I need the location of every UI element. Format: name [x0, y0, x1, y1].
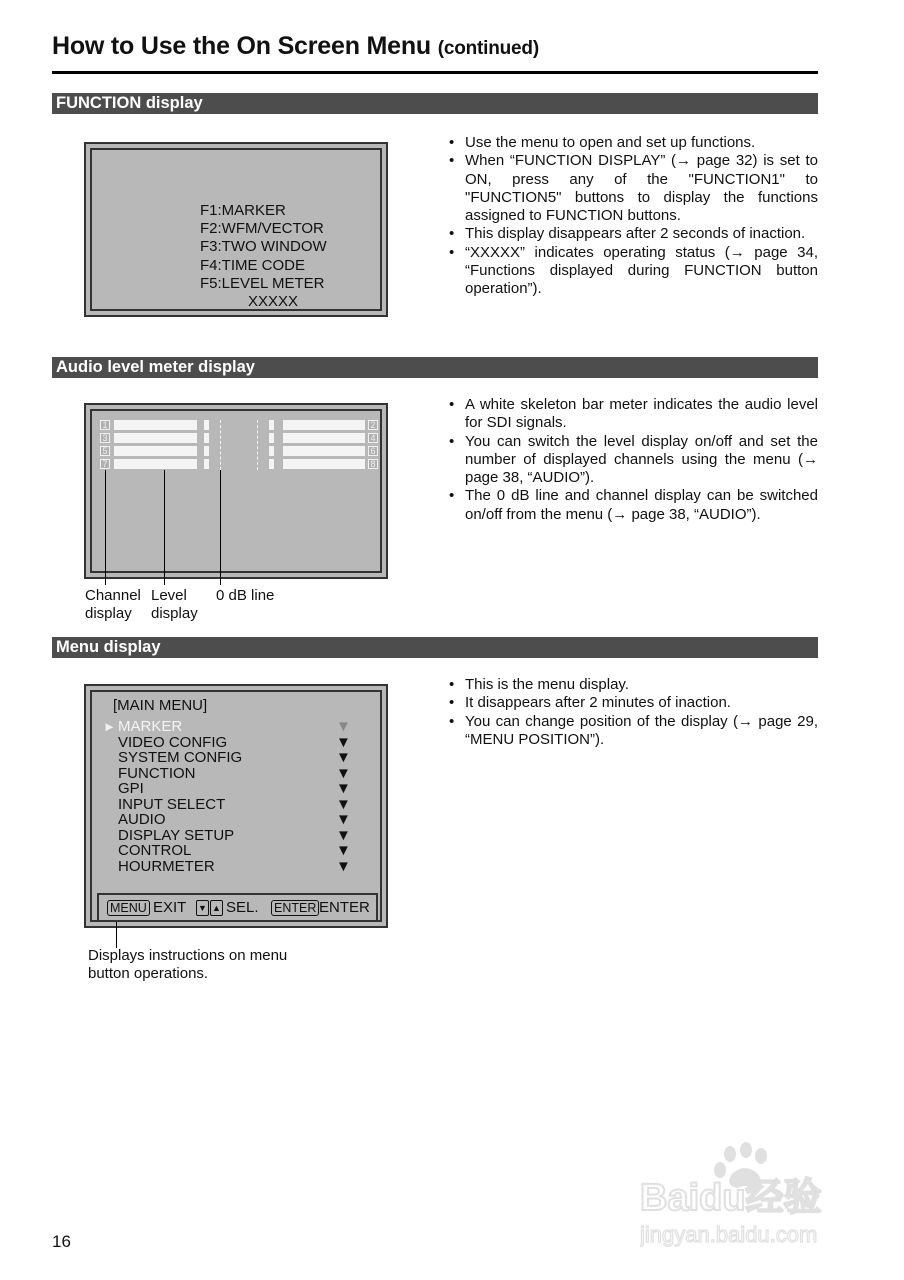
level-bar	[283, 420, 365, 430]
main-menu-title: [MAIN MENU]	[113, 697, 208, 714]
bullet-item: • This is the menu display.	[448, 676, 818, 694]
menu-item-display-setup[interactable]: DISPLAY SETUP	[118, 826, 235, 844]
down-arrow-key-icon: ▼	[196, 900, 209, 916]
caption-line: Displays instructions on menu	[88, 947, 288, 964]
level-bar	[114, 459, 197, 469]
leader-line-instructions	[116, 922, 117, 948]
selection-marker-icon: ►	[103, 719, 116, 734]
zero-db-line	[257, 420, 258, 470]
function-line: F4:TIME CODE	[200, 256, 306, 274]
function-line: F5:LEVEL METER	[200, 274, 325, 292]
leader-line-zero-db	[220, 470, 221, 585]
bullet-item: • It disappears after 2 minutes of inaction.	[448, 694, 818, 712]
chevron-down-icon: ▼	[336, 857, 351, 875]
chevron-down-icon: ▼	[336, 811, 351, 828]
page-title	[52, 32, 539, 61]
leader-line-channel	[105, 470, 106, 585]
menu-instruction-bar	[97, 893, 378, 922]
caption-channel-display	[85, 587, 141, 623]
menu-item-function[interactable]: FUNCTION	[118, 764, 196, 782]
caption-menu-instructions	[88, 947, 287, 983]
menu-item-gpi[interactable]: GPI	[118, 780, 144, 797]
bullet-item: • A white skeleton bar meter indicates the audio level for SDI signals.	[448, 396, 818, 433]
bullet-item: • You can change position of the display (→ page 29, “MENU POSITION”).	[448, 713, 818, 750]
bullet-item: • “XXXXX” indicates operating status (→ page 34, “Functions displayed during FUNCTION button operation”).	[448, 244, 818, 299]
section-header-menu-display: Menu display	[52, 637, 818, 658]
level-bar	[114, 446, 197, 456]
watermark-url: jingyan.baidu.com	[640, 1222, 818, 1247]
peak-segment	[204, 420, 209, 430]
bullet-item: • The 0 dB line and channel display can be switched on/off from the menu (→ page 38, “AUDIO”).	[448, 487, 818, 524]
function-display-bullets	[448, 134, 818, 299]
channel-label: 2	[368, 420, 378, 430]
channel-label: 6	[368, 446, 378, 456]
menu-item-marker[interactable]: MARKER	[118, 718, 183, 735]
level-bar	[283, 459, 365, 469]
chevron-down-icon: ▼	[336, 780, 351, 797]
function-line: F3:TWO WINDOW	[200, 238, 327, 256]
menu-item-input-select[interactable]: INPUT SELECT	[118, 795, 226, 813]
peak-segment	[269, 446, 274, 456]
chevron-down-icon: ▼	[336, 764, 351, 782]
level-bar	[283, 433, 365, 443]
peak-segment	[269, 433, 274, 443]
submenu-arrow-column	[336, 719, 351, 874]
section-header-audio-level-meter: Audio level meter display	[52, 357, 818, 378]
menu-item-control[interactable]: CONTROL	[118, 842, 192, 859]
level-bar	[114, 433, 197, 443]
menu-item-video-config[interactable]: VIDEO CONFIG	[118, 733, 228, 751]
function-line: F1:MARKER	[200, 202, 286, 219]
menu-item-audio[interactable]: AUDIO	[118, 811, 166, 828]
caption-line: button operations.	[88, 965, 209, 982]
function-list	[200, 202, 327, 293]
menu-item-hourmeter[interactable]: HOURMETER	[118, 857, 215, 875]
paw-icon	[640, 1140, 860, 1250]
enter-label: ENTER	[319, 899, 370, 916]
chevron-down-icon: ▼	[336, 826, 351, 844]
watermark-brand: Baidu经验	[640, 1177, 822, 1219]
channel-label: 3	[100, 433, 110, 443]
menu-display-bullets	[448, 676, 818, 749]
caption-level-display	[151, 587, 198, 623]
menu-item-system-config[interactable]: SYSTEM CONFIG	[118, 749, 243, 766]
bullet-item: • When “FUNCTION DISPLAY” (→ page 32) is set to ON, press any of the "FUNCTION1" to "FUNCTION5" buttons to display the functions assigned to FUNCTION buttons.	[448, 152, 818, 225]
peak-segment	[269, 459, 274, 469]
channel-label: 7	[100, 459, 110, 469]
level-bar	[283, 446, 365, 456]
page-number: 16	[52, 1232, 71, 1251]
section-header-function-display: FUNCTION display	[52, 93, 818, 114]
peak-segment	[204, 446, 209, 456]
page-title-suffix: (continued)	[437, 38, 539, 59]
channel-label: 5	[100, 446, 110, 456]
channel-label: 8	[368, 459, 378, 469]
peak-segment	[269, 420, 274, 430]
menu-key: MENU	[107, 900, 150, 916]
caption-line: display	[151, 605, 198, 622]
exit-label: EXIT	[153, 899, 187, 916]
channel-label: 1	[100, 420, 110, 430]
caption-zero-db-line: 0 dB line	[216, 587, 275, 604]
zero-db-line	[220, 420, 221, 470]
baidu-watermark-logo	[640, 1140, 860, 1250]
chevron-down-icon: ▼	[336, 749, 351, 766]
caption-line: Channel	[85, 587, 141, 604]
page-title-text: How to Use the On Screen Menu	[52, 32, 431, 60]
leader-line-level	[164, 470, 165, 585]
bullet-item: • You can switch the level display on/off and set the number of displayed channels using the menu (→ page 38, “AUDIO”).	[448, 433, 818, 488]
audio-display-bullets	[448, 396, 818, 524]
bullet-item: • This display disappears after 2 seconds of inaction.	[448, 225, 818, 243]
chevron-down-icon: ▼	[336, 842, 351, 859]
bullet-item: • Use the menu to open and set up functions.	[448, 134, 818, 152]
chevron-down-icon: ▼	[336, 733, 351, 751]
caption-line: display	[85, 605, 132, 622]
title-rule	[52, 71, 818, 74]
channel-label: 4	[368, 433, 378, 443]
up-arrow-key-icon: ▲	[210, 900, 223, 916]
main-menu-list	[118, 719, 242, 874]
level-bar	[114, 420, 197, 430]
peak-segment	[204, 459, 209, 469]
peak-segment	[204, 433, 209, 443]
chevron-down-icon: ▼	[336, 795, 351, 813]
chevron-down-icon: ▼	[336, 718, 351, 735]
function-status: XXXXX	[248, 293, 299, 310]
enter-key: ENTER	[271, 900, 319, 916]
caption-line: Level	[151, 587, 187, 604]
sel-label: SEL.	[226, 899, 259, 916]
function-line: F2:WFM/VECTOR	[200, 220, 324, 238]
